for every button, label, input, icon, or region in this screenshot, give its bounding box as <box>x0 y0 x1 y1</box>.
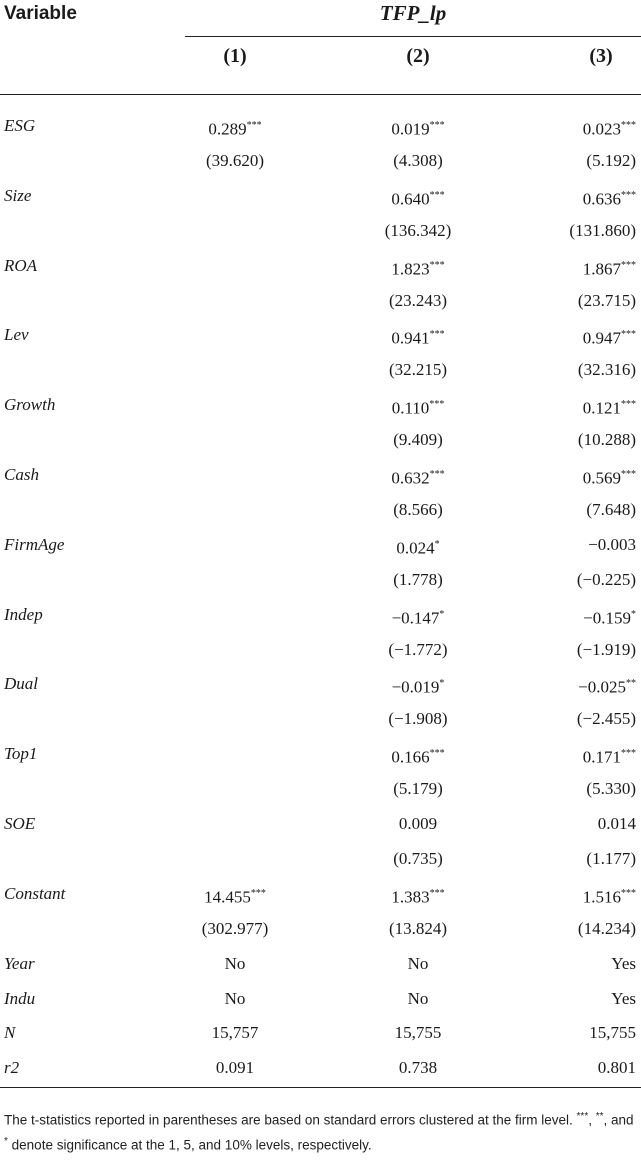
cell-col-2: (13.824) <box>388 918 448 938</box>
footnote-sup-1: *** <box>576 1111 589 1122</box>
cell-col-2: 0.024* <box>396 538 440 558</box>
cell-col-1: No <box>224 953 246 973</box>
cell-col-1: (302.977) <box>201 918 269 938</box>
table-row <box>0 144 641 178</box>
row-label: Year <box>4 953 35 973</box>
row-label: Size <box>4 185 32 205</box>
cell-col-2: (5.179) <box>393 779 443 799</box>
table-row <box>0 388 641 422</box>
table-row <box>0 947 641 981</box>
footnote-sup-3: * <box>4 1135 8 1147</box>
cell-col-2: 0.110*** <box>391 398 445 418</box>
table-row <box>0 458 641 492</box>
cell-col-3: (23.715) <box>577 290 636 310</box>
table-row <box>0 109 641 143</box>
row-label: r2 <box>4 1058 20 1078</box>
cell-col-2: 15,755 <box>394 1023 442 1043</box>
cell-col-3: 1.867*** <box>582 259 636 279</box>
cell-col-3: −0.025** <box>578 678 636 698</box>
column-number-3: (3) <box>589 45 613 67</box>
cell-col-2: 0.738 <box>398 1058 438 1078</box>
cell-col-3: (32.316) <box>577 360 636 380</box>
cell-col-2: 0.640*** <box>391 189 445 209</box>
cell-col-2: (4.308) <box>393 150 443 170</box>
variable-column-header: Variable <box>4 3 77 24</box>
cell-col-3: (7.648) <box>586 499 636 519</box>
cell-col-2: −0.019* <box>391 678 445 698</box>
table-row <box>0 598 641 632</box>
table-row <box>0 982 641 1016</box>
table-row <box>0 528 641 562</box>
table-row <box>0 807 641 841</box>
table-row <box>0 214 641 248</box>
row-label: Indu <box>4 988 36 1008</box>
cell-col-3: (−1.919) <box>576 639 636 659</box>
cell-col-1: 0.091 <box>215 1058 255 1078</box>
table-row <box>0 179 641 213</box>
footnote-sep-2: , and <box>603 1112 634 1128</box>
cell-col-2: 1.823*** <box>391 259 445 279</box>
table-row <box>0 353 641 387</box>
table-row <box>0 737 641 771</box>
header-bottom-rule <box>0 94 641 95</box>
table-row <box>0 1051 641 1085</box>
column-span-rule <box>185 36 641 37</box>
cell-col-3: (1.177) <box>586 848 636 868</box>
cell-col-3: 1.516*** <box>582 887 636 907</box>
cell-col-2: 0.632*** <box>391 468 445 488</box>
cell-col-3: −0.159* <box>583 608 636 628</box>
table-footnote <box>4 1106 634 1155</box>
cell-col-2: (−1.908) <box>388 709 448 729</box>
row-label: SOE <box>4 814 36 833</box>
row-label: Indep <box>4 604 43 624</box>
cell-col-3: 0.636*** <box>582 189 636 209</box>
cell-col-2: −0.147* <box>391 608 445 628</box>
cell-col-2: 0.941*** <box>391 329 445 349</box>
cell-col-2: (1.778) <box>393 569 443 589</box>
cell-col-3: −0.003 <box>588 534 636 554</box>
cell-col-2: No <box>407 988 429 1008</box>
cell-col-2: 0.019*** <box>391 119 445 139</box>
cell-col-2: No <box>407 953 429 973</box>
footnote-sup-2: ** <box>595 1111 604 1122</box>
cell-col-3: 0.801 <box>597 1058 636 1078</box>
table-row <box>0 318 641 352</box>
cell-col-2: (0.735) <box>393 848 443 868</box>
cell-col-2: 0.166*** <box>391 747 445 767</box>
table-row <box>0 423 641 457</box>
cell-col-3: (10.288) <box>577 430 636 450</box>
cell-col-3: 0.947*** <box>582 329 636 349</box>
row-label: N <box>4 1023 16 1043</box>
table-row <box>0 877 641 911</box>
cell-col-2: (9.409) <box>393 430 443 450</box>
row-label: FirmAge <box>4 534 65 554</box>
cell-col-2: (136.342) <box>384 220 452 240</box>
row-label: Dual <box>4 674 38 694</box>
cell-col-3: 15,755 <box>589 1023 636 1043</box>
cell-col-3: 0.014 <box>597 814 636 833</box>
cell-col-3: (−0.225) <box>576 569 636 589</box>
column-numbers <box>0 45 641 80</box>
footnote-text-1: The t-statistics reported in parentheses are based on standard errors clustered at the firm level. <box>4 1112 577 1128</box>
table-header <box>0 0 641 34</box>
column-number-1: (1) <box>223 45 247 67</box>
row-label: ROA <box>4 255 38 275</box>
cell-col-3: Yes <box>611 953 636 973</box>
table-row <box>0 1016 641 1050</box>
cell-col-2: 1.383*** <box>391 887 445 907</box>
cell-col-1: 15,757 <box>211 1023 259 1043</box>
table-row <box>0 493 641 527</box>
dependent-variable-header: TFP_lp <box>379 1 447 25</box>
cell-col-3: (5.192) <box>586 150 636 170</box>
table-row <box>0 249 641 283</box>
table-row <box>0 633 641 667</box>
footnote-text-2: denote significance at the 1, 5, and 10% levels, respectively. <box>7 1137 372 1152</box>
cell-col-3: 0.171*** <box>582 747 636 767</box>
cell-col-1: 14.455*** <box>204 887 266 907</box>
cell-col-3: (5.330) <box>586 779 636 799</box>
cell-col-1: No <box>224 988 246 1008</box>
cell-col-2: (8.566) <box>393 499 443 519</box>
table-row <box>0 563 641 597</box>
row-label: ESG <box>4 116 36 135</box>
table-bottom-rule <box>0 1087 641 1088</box>
table-row <box>0 912 641 946</box>
footnote-sep-1: , <box>588 1112 596 1128</box>
column-number-2: (2) <box>406 45 430 67</box>
row-label: Cash <box>4 465 39 484</box>
table-row <box>0 842 641 876</box>
row-label: Top1 <box>4 744 38 764</box>
table-row <box>0 702 641 736</box>
cell-col-2: (23.243) <box>388 290 448 310</box>
cell-col-3: (−2.455) <box>576 709 636 729</box>
cell-col-2: (32.215) <box>388 360 448 380</box>
cell-col-1: 0.289*** <box>208 119 262 139</box>
cell-col-3: Yes <box>611 988 636 1008</box>
row-label: Growth <box>4 395 56 415</box>
row-label: Lev <box>4 325 29 345</box>
cell-col-2: 0.009 <box>398 814 438 833</box>
row-label: Constant <box>4 883 66 903</box>
cell-col-3: 0.121*** <box>582 398 636 418</box>
cell-col-2: (−1.772) <box>388 639 448 659</box>
cell-col-3: (14.234) <box>577 918 636 938</box>
cell-col-3: (131.860) <box>569 220 636 240</box>
table-row <box>0 667 641 701</box>
cell-col-3: 0.569*** <box>582 468 636 488</box>
table-row <box>0 284 641 318</box>
cell-col-1: (39.620) <box>205 150 265 170</box>
cell-col-3: 0.023*** <box>582 119 636 139</box>
table-row <box>0 772 641 806</box>
